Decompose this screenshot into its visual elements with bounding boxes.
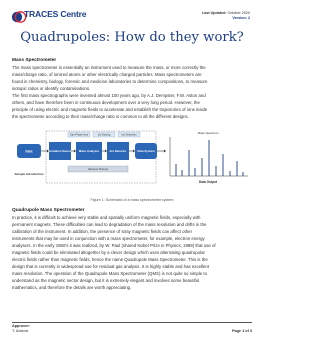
top-label: Ion Sorting	[97, 133, 111, 137]
paragraph-line: mass/charge ratio, of ionized atoms or other electrically charged particles. Mass spectrometers are	[12, 72, 202, 78]
analyser-label: Mass Analyser	[78, 149, 100, 153]
top-label: Ion Detection	[121, 133, 137, 137]
last-updated-label: Last Updated:	[202, 11, 227, 15]
paragraph-line: instruments that may be used in conjunction with a mass spectrometer, for example, electron energy	[12, 236, 205, 242]
paragraph-line: permanent magnets. These difficulties can lead to degradation of the mass resolution and drifts in the	[12, 222, 207, 228]
data-output-label: Data Output	[198, 180, 218, 184]
paragraph-line: principle of using electric and magnetic fields to accelerate and establish the trajectories of ions inside	[12, 107, 208, 113]
paragraph-line: found in chemistry, biology, forensic and medicine laboratories to determine compositions, to measure	[12, 79, 208, 85]
paragraph-line: design that is currently in widespread use for residual gas analysis. It is highly stable and has excellent	[12, 264, 210, 270]
vacuum-pumps-label: Vacuum Pumps	[87, 167, 109, 172]
paragraph-line: The mass spectrometer is essentially an instrument used to measure the mass, or more correctly the	[12, 65, 206, 70]
section-quadrupole	[12, 208, 252, 292]
paragraph-line: mathematics, and therefore the details are worth appreciating.	[12, 285, 132, 291]
figure-caption: Figure 1: Schematic of a mass spectrometer system	[90, 198, 174, 202]
logo-text: TRACES Centre	[24, 9, 87, 19]
paragraph-line: isotopic ratios or identify contaminations.	[12, 86, 91, 92]
paragraph-line: magnetic fields could be eliminated altogether by a clever design which uses alternating quadrupolar	[12, 250, 205, 256]
document-meta	[202, 11, 250, 22]
paragraph-line: the spectrometer according to their mass/charge ratio is common to all the different designs.	[12, 114, 189, 120]
footer-divider	[12, 322, 252, 323]
paragraph-line: others, and have therefore been in continuous development over a very long period. However, the	[12, 100, 200, 106]
paragraph-line: analysers. In the early 1950's it was realized, by W. Paul (shared Nobel Prize in Physics, 1989) that use of	[12, 243, 216, 249]
approver-label: Approver:	[12, 324, 31, 328]
top-label: Gas Phase Ions	[69, 133, 89, 137]
paragraph-line: In practice, it is difficult to achieve very stable and spatially uniform magnetic fields, especially with	[12, 215, 201, 220]
mass-spectrum-label: Mass Spectrum	[197, 131, 219, 135]
inlet-label: Inlet	[25, 149, 33, 154]
section-heading: Mass Spectrometer	[12, 58, 57, 63]
paragraph-line: electric fields rather than magnetic fields, hence the name Quadrupole Mass Spectrometer. This is the	[12, 257, 208, 263]
section-heading: Quadrupole Mass Spectrometer	[12, 208, 85, 213]
data-system-label: Data System	[137, 149, 155, 153]
page-title: Quadrupoles: How do they work?	[20, 30, 244, 45]
sample-intro-label: Sample Introduction	[14, 172, 44, 176]
version-label: Version: 2	[232, 16, 250, 21]
page-number: Page 1 of 3	[231, 329, 252, 333]
last-updated-value: October 2020	[227, 11, 250, 15]
detector-label: Ion Detector	[109, 149, 127, 153]
paragraph-line: calibration of the instrument. In addition, the presence of stray magnetic fields can affect other	[12, 229, 193, 235]
approver-name: T. Adamic	[12, 329, 29, 333]
paragraph-line: mass resolution. The operation of the Quadrupole Mass Spectrometer (QMS) is not quite so simple to	[12, 271, 207, 277]
mass-spectrometer-schematic	[12, 128, 252, 196]
mass-spectrum-plot	[170, 137, 248, 176]
section-mass-spectrometer	[12, 58, 252, 120]
paragraph-line: The first mass spectrographs were invented almost 100 years ago, by A.J. Dempster, F.W. Aston and	[12, 93, 206, 99]
footer	[12, 324, 252, 334]
paragraph-line: understand as the magnetic sector design, but it is extremely elegant and involves some beautiful	[12, 278, 200, 284]
ionization-label: Ionization Source	[48, 150, 72, 153]
